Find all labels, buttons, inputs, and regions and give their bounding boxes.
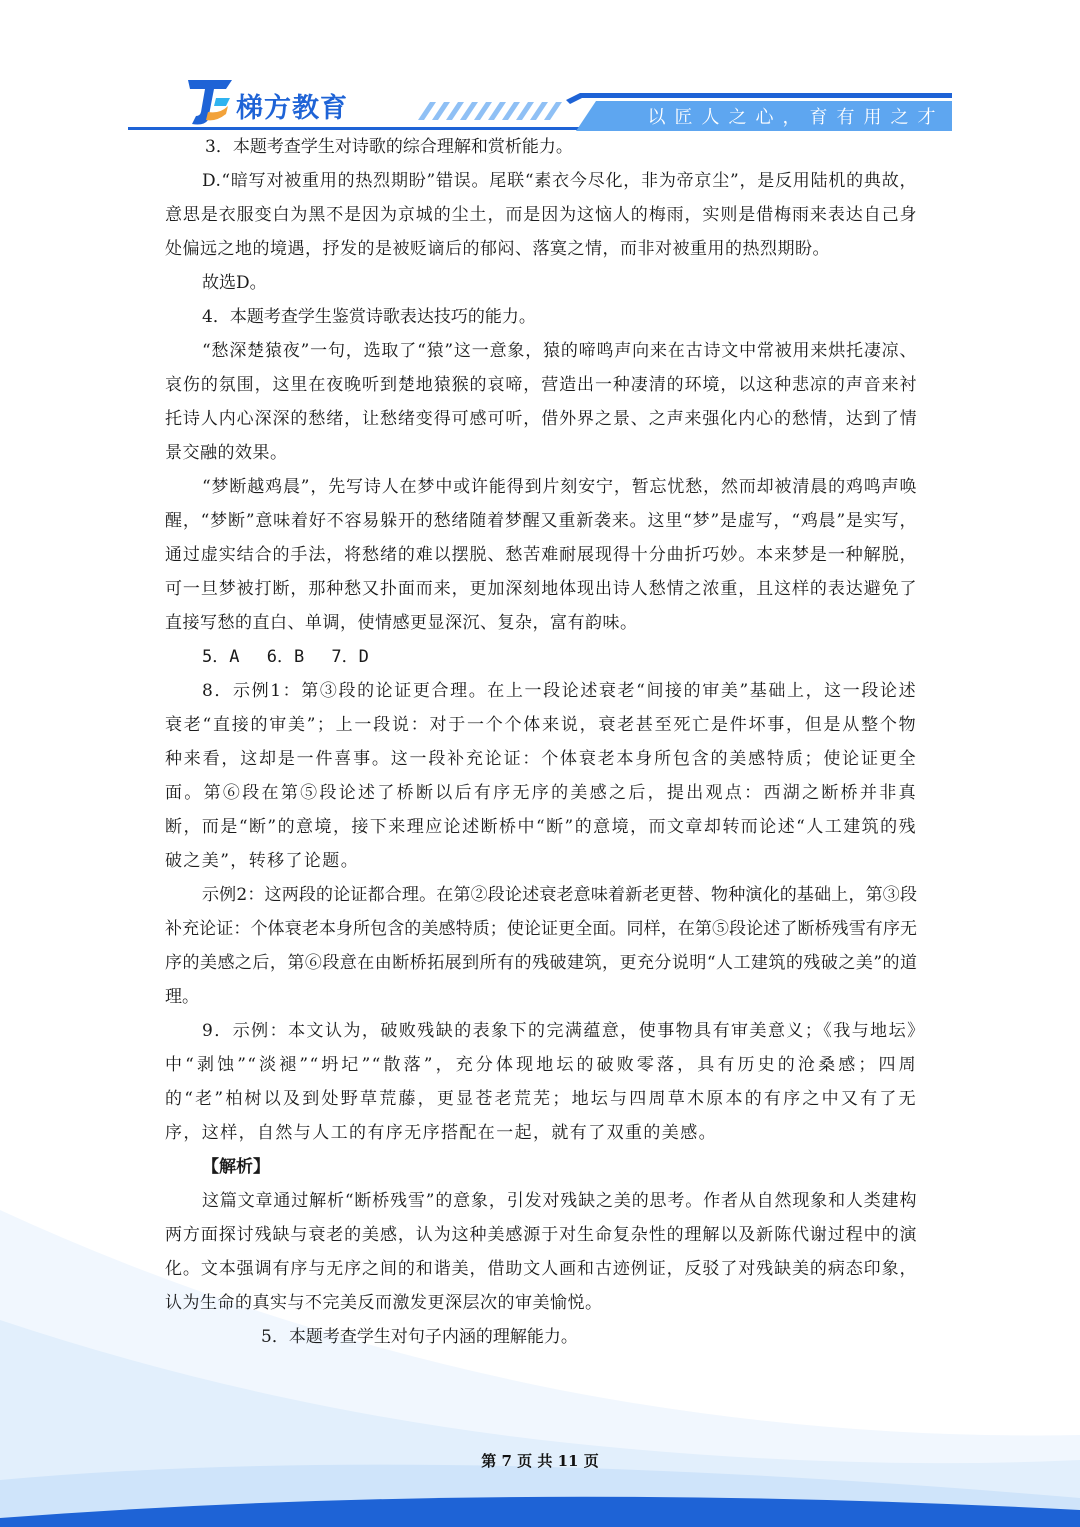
- answers-5-7: 5．A 6．B 7．D: [202, 647, 369, 667]
- answer-3-heading: 3．本题考查学生对诗歌的综合理解和赏析能力。: [205, 137, 573, 157]
- page-number: 第 7 页 共 11 页: [481, 1452, 599, 1470]
- answer-5-heading: 5．本题考查学生对句子内涵的理解能力。: [261, 1327, 578, 1347]
- answer-9: 9．示例：本文认为，破败残缺的表象下的完满蕴意，使事物具有审美意义；《我与地坛》中“剥蚀”“淡褪”“坍圮”“散落”，充分体现地坛的破败零落，具有历史的沧桑感；四周的“老”柏树以及到处野草荒藤，更显苍老荒芜；地坛与四周草木原本的有序之中又有了无序，这样，自然与人工的有序无序搭配在一起，就有了双重的美感。: [165, 1021, 917, 1143]
- answer-4-heading: 4．本题考查学生鉴赏诗歌表达技巧的能力。: [202, 307, 536, 327]
- answer-8-example-2: 示例2：这两段的论证都合理。在第②段论述衰老意味着新老更替、物种演化的基础上，第③段补充论证：个体衰老本身所包含的美感特质；使论证更全面。同样，在第⑤段论述了断桥残雪有序无序的美感之后，第⑥段意在由断桥拓展到所有的残破建筑，更充分说明“人工建筑的残破之美”的道理。: [165, 885, 917, 1007]
- page-header: [0, 0, 1080, 140]
- analysis-heading: 【解析】: [202, 1157, 270, 1177]
- answer-8-example-1: 8．示例1：第③段的论证更合理。在上一段论述衰老“间接的审美”基础上，这一段论述衰老“直接的审美”；上一段说：对于一个个体来说，衰老甚至死亡是件坏事，但是从整个物种来看，这却是一件喜事。这一段补充论证：个体衰老本身所包含的美感特质；使论证更全面。第⑥段在第⑤段论述了桥断以后有序无序的美感之后，提出观点：西湖之断桥并非真断，而是“断”的意境，接下来理应论述断桥中“断”的意境，而文章却转而论述“人工建筑的残破之美”，转移了论题。: [165, 681, 917, 871]
- answer-4-paragraph-1: “愁深楚猿夜”一句，选取了“猿”这一意象，猿的啼鸣声向来在古诗文中常被用来烘托凄凉、哀伤的氛围，这里在夜晚听到楚地猿猴的哀啼，营造出一种凄清的环境，以这种悲凉的声音来衬托诗人内心深深的愁绪，让愁绪变得可感可听，借外界之景、之声来强化内心的愁情，达到了情景交融的效果。: [165, 341, 917, 463]
- answer-3-explanation: D.“暗写对被重用的热烈期盼”错误。尾联“素衣今尽化，非为帝京尘”，是反用陆机的典故，意思是衣服变白为黑不是因为京城的尘土，而是因为这恼人的梅雨，实则是借梅雨来表达自己身处偏远之地的境遇，抒发的是被贬谪后的郁闷、落寞之情，而非对被重用的热烈期盼。: [165, 171, 917, 259]
- analysis-paragraph: 这篇文章通过解析“断桥残雪”的意象，引发对残缺之美的思考。作者从自然现象和人类建构两方面探讨残缺与衰老的美感，认为这种美感源于对生命复杂性的理解以及新陈代谢过程中的演化。文本强调有序与无序之间的和谐美，借助文人画和古迹例证，反驳了对残缺美的病态印象，认为生命的真实与不完美反而激发更深层次的审美愉悦。: [165, 1191, 917, 1313]
- brand-name: 梯方教育: [236, 93, 348, 124]
- brand-logo-icon: [186, 76, 234, 126]
- header-slogan: 以匠人之心，育有用之才: [647, 107, 945, 128]
- answer-3-conclusion: 故选D。: [202, 273, 267, 293]
- header-stripes: [418, 102, 562, 120]
- page-content: [165, 130, 917, 1354]
- answer-4-paragraph-2: “梦断越鸡晨”，先写诗人在梦中或许能得到片刻安宁，暂忘忧愁，然而却被清晨的鸡鸣声唤醒，“梦断”意味着好不容易躲开的愁绪随着梦醒又重新袭来。这里“梦”是虚写，“鸡晨”是实写，通过虚实结合的手法，将愁绪的难以摆脱、愁苦难耐展现得十分曲折巧妙。本来梦是一种解脱，可一旦梦被打断，那种愁又扑面而来，更加深刻地体现出诗人愁情之浓重，且这样的表达避免了直接写愁的直白、单调，使情感更显深沉、复杂，富有韵味。: [165, 477, 917, 633]
